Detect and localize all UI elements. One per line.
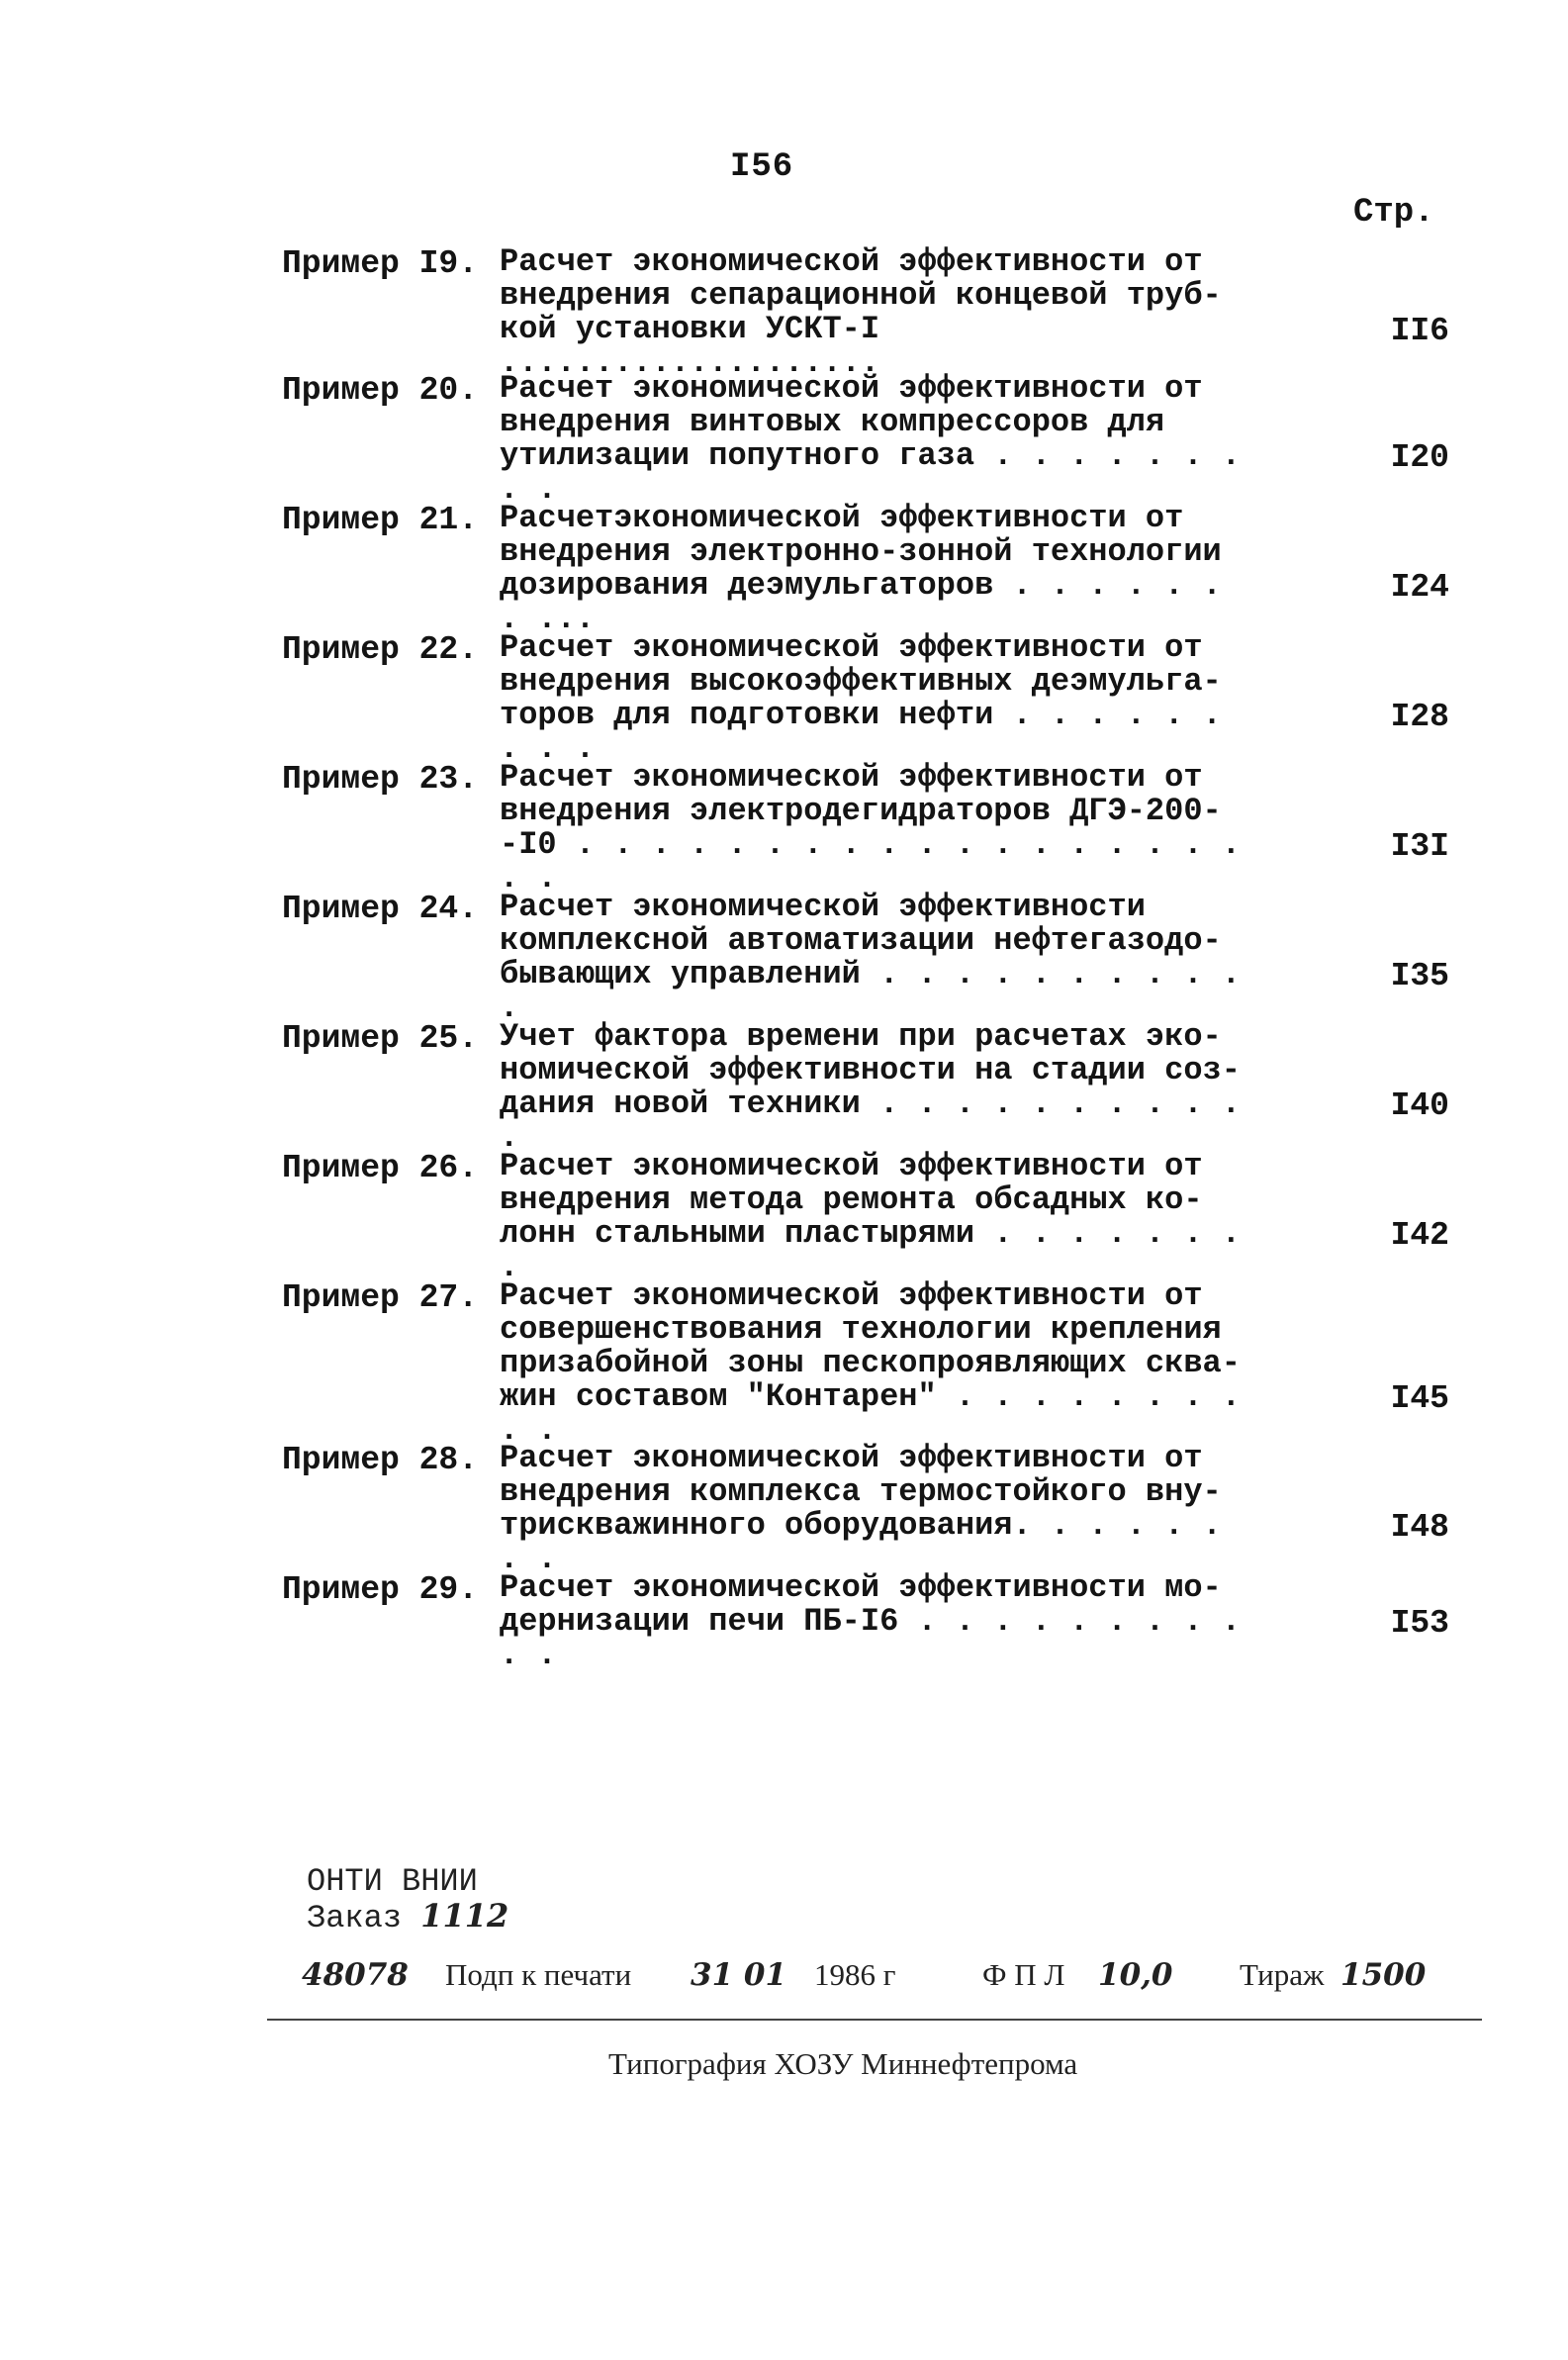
order-label: Заказ [307,1900,403,1936]
imprint-run-label: Тираж [1240,1957,1325,1992]
toc-entry-label: Пример 29. [282,1571,479,1608]
toc-entry [282,1148,1449,1285]
imprint-year: 1986 г [814,1957,896,1992]
toc-entry [282,243,1449,381]
toc-entry [282,370,1449,508]
printer-line: Типография ХОЗУ Миннефтепрома [608,2046,1078,2081]
toc-entry [282,759,1449,897]
toc-entry-page: I35 [1390,958,1449,994]
toc-entry-page: I40 [1390,1087,1449,1124]
toc-entry-title: Расчетэкономической эффективности от внедрения электронно-зонной технологии дозирования деэмульгаторов . . . . . . . ... [500,500,1222,637]
imprint-line [302,1957,1430,2001]
page-number: I56 [730,148,794,186]
toc-entry-page: I28 [1390,699,1449,735]
toc-entry-label: Пример 26. [282,1150,479,1186]
toc-entry-label: Пример 25. [282,1020,479,1057]
table-of-contents [282,245,1449,1701]
toc-entry [282,1018,1449,1156]
toc-entry-title: Расчет экономической эффективности от внедрения винтовых компрессоров для утилизации попутного газа . . . . . . . . . [500,370,1241,508]
toc-entry-title: Расчет экономической эффективности от внедрения комплекса термостойкого вну- трискважинного оборудования. . . . . . . . [500,1440,1222,1577]
toc-entry-label: Пример 20. [282,372,479,409]
toc-entry [282,500,1449,637]
toc-entry-label: Пример 28. [282,1442,479,1478]
toc-entry-page: I48 [1390,1509,1449,1546]
imprint-divider [267,2019,1482,2021]
toc-entry-label: Пример 22. [282,631,479,668]
imprint-signed-label: Подп к печати [445,1957,632,1992]
toc-entry-page: I20 [1390,439,1449,476]
imprint-sheets-label: Ф П Л [982,1957,1065,1992]
imprint-code: 48078 [302,1957,409,1993]
toc-entry-page: I24 [1390,569,1449,606]
toc-entry-title: Расчет экономической эффективности от внедрения электродегидраторов ДГЭ-200- -I0 . . . . . . . . . . . . . . . . . . . . [500,759,1241,897]
imprint-run-value: 1500 [1340,1957,1427,1993]
toc-entry-title: Расчет экономической эффективности от внедрения высокоэффективных деэмульга- торов для подготовки нефти . . . . . . . . . [500,629,1222,767]
order-number: 1112 [420,1897,509,1935]
toc-entry-page: I3I [1390,828,1449,865]
publisher-block [307,1865,508,1935]
toc-entry-page: II6 [1390,313,1449,349]
toc-entry-label: Пример I9. [282,245,479,282]
toc-entry-page: I42 [1390,1217,1449,1254]
toc-entry-title: Расчет экономической эффективности от внедрения метода ремонта обсадных ко- лонн стальными пластырями . . . . . . . . [500,1148,1241,1285]
toc-entry-title: Расчет экономической эффективности от совершенствования технологии крепления призабойной зоны пескопроявляющих сква- жин составом "Контарен" . . . . . . . . . . [500,1277,1241,1449]
toc-entry-page: I45 [1390,1380,1449,1417]
toc-entry-title: Расчет экономической эффективности от внедрения сепарационной концевой труб- кой установки УСКТ-I .................... [500,243,1222,381]
toc-entry-title: Расчет экономической эффективности мо- дернизации печи ПБ-I6 . . . . . . . . . . . [500,1569,1241,1673]
toc-entry [282,629,1449,767]
toc-entry-page: I53 [1390,1605,1449,1642]
toc-entry [282,889,1449,1026]
imprint-signed-date: 31 01 [691,1957,787,1993]
order-row [307,1899,508,1935]
toc-entry-label: Пример 23. [282,761,479,798]
toc-entry [282,1277,1449,1449]
toc-entry-title: Учет фактора времени при расчетах эко- номической эффективности на стадии соз- дания новой техники . . . . . . . . . . . [500,1018,1241,1156]
page-column-header: Стр. [1353,194,1434,232]
toc-entry-label: Пример 24. [282,891,479,927]
publisher-org: ОНТИ ВНИИ [307,1863,478,1900]
imprint-sheets-value: 10,0 [1098,1957,1173,1993]
toc-entry [282,1440,1449,1577]
toc-entry-title: Расчет экономической эффективности комплексной автоматизации нефтегазодо- бывающих управлений . . . . . . . . . . . [500,889,1241,1026]
toc-entry-label: Пример 27. [282,1279,479,1316]
toc-entry [282,1571,1449,1701]
toc-entry-label: Пример 21. [282,502,479,538]
